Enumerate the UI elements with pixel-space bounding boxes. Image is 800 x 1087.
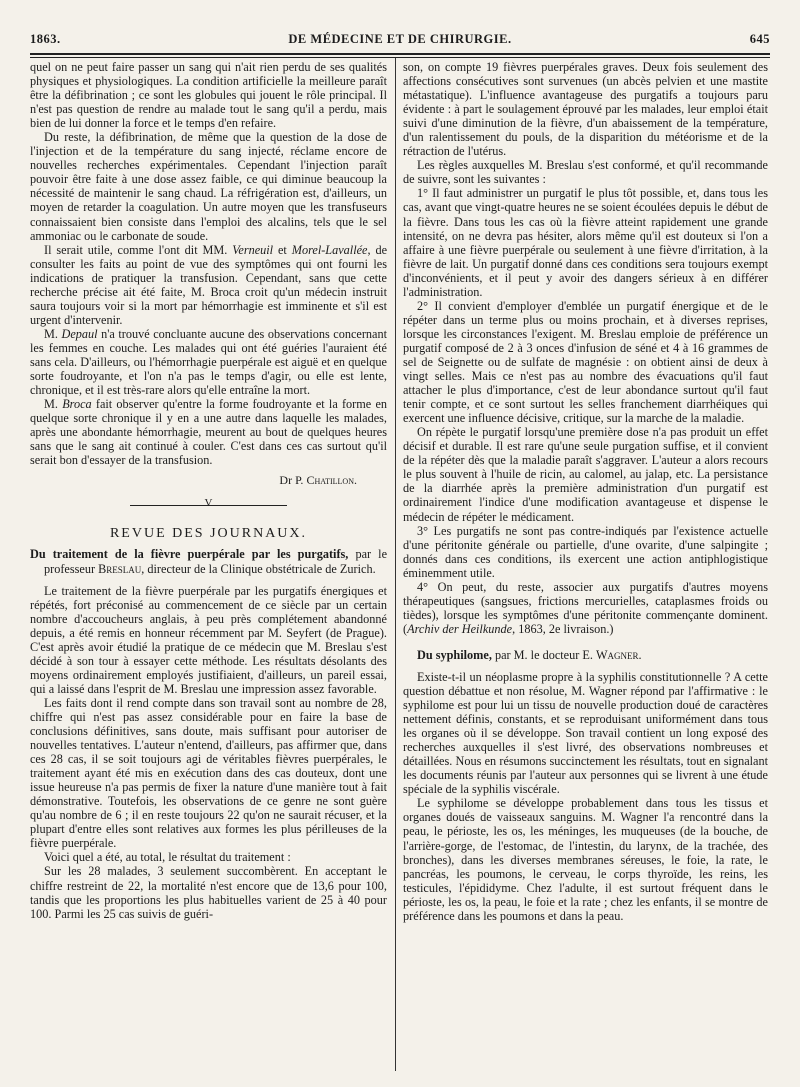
paragraph (30, 327, 387, 397)
header-page-number: 645 (749, 32, 770, 46)
section-separator (30, 495, 387, 521)
numbered-rule: 1° Il faut administrer un purgatif le plus tôt possible, et, dans tous les cas, avant que vingt-quatre heures ne se soient écoulées depuis le début de la fièvre. Dans tous les cas où la fièvre atteint rapidement une grande intensité, on ne devra pas hésiter, alors même qu'il est douteux si l'on a affaire à une fièvre puerpérale ou seulement à une fièvre d'irritation, à la fièvre de lait. Un purgatif donné dans ces conditions sera toujours exempt d'inconvénients, et il peut y avoir des dangers sérieux à en différer l'administration. (403, 186, 768, 299)
numbered-rule: 3° Les purgatifs ne sont pas contre-indiqués par l'existence actuelle d'une péritonite générale ou partielle, d'une ovarite, d'une salpingite ; donnés dans ces conditions, ils exercent une action antiphlogistique éminemment utile. (403, 523, 768, 580)
signature-name: Chatillon. (306, 473, 357, 488)
text-run: , directeur de la Clinique obstétricale de Zurich. (141, 561, 376, 576)
article-heading (30, 547, 387, 575)
header-year: 1863. (30, 32, 61, 46)
spacer (403, 636, 768, 648)
column-divider (395, 58, 396, 1071)
paragraph: On répète le purgatif lorsqu'une première dose n'a pas produit un effet décisif et durable. Il est rare qu'une seule purgation suffise, et il convient de la répéter dès que la maladie paraît s'aggraver. L'auteur a alors recours le plus souvent à l'huile de ricin, au calomel, au jalap, etc. La persistance de la diarrhée après la première administration d'un purgatif est ordinairement l'indice d'une modification avantageuse et dispense le médecin de répéter le médicament. (403, 425, 768, 524)
article-title: Du syphilome, (417, 647, 492, 662)
person-name: Morel-Lavallée (291, 242, 368, 257)
text-run: n'a trouvé concluante aucune des observations concernant les femmes en couche. Les malades qui ont été guéries l'auraient été sans cela. D'ailleurs, ou l'hémorrhagie puerpérale est aiguë et en quelque sorte foudroyante, et l'on n'a pas le temps d'agir, ou elle est lente, chronique, et il est très-rare alors qu'elle entraîne la mort. (30, 326, 388, 398)
text-run: Il serait utile, comme l'ont dit MM. (44, 242, 228, 257)
text-run: , 1863, 2e livraison.) (512, 621, 614, 636)
paragraph: Du reste, la défibrination, de même que la question de la dose de l'injection et de la température du sang injecté, réclame encore de nouvelles recherches expérimentales. Cependant l'injection paraît pouvoir être faite à une dose assez faible, ce qui diminue beaucoup la nécessité de maintenir le sang chaud. La réfrigération est, d'ailleurs, un moyen de retarder la coagulation. Un autre moyen que les transfuseurs connaissaient bien consiste dans l'emploi des alcalins, tels que le sel ammoniac ou le carbonate de soude. (30, 130, 387, 243)
spacer (30, 576, 387, 584)
text-run: par le professeur (44, 547, 388, 576)
signature-prefix: Dr P. (279, 473, 304, 488)
text-run: 4° On peut, du reste, associer aux purgatifs d'autres moyens thérapeutiques (sangsues, frictions mercurielles, cataplasmes froids ou tièdes), lorsque les symptômes d'une péritonite commençante dominent. ( (403, 579, 768, 636)
section-title: REVUE DES JOURNAUX. (109, 526, 308, 542)
article-title: Du traitement de la fièvre puerpérale par les purgatifs, (30, 547, 349, 562)
paragraph: Les règles auxquelles M. Breslau s'est conformé, et qu'il recommande de suivre, sont les suivantes : (403, 158, 768, 187)
left-column (30, 60, 387, 1069)
paragraph: Existe-t-il un néoplasme propre à la syphilis constitutionnelle ? A cette question débattue et non résolue, M. Wagner répond par l'affirmative : le syphilome est pour lui un tissu de nouvelle production doué de caractères nettement définis, constants, et se reproduisant uniformément dans tous les organes où il se développe. Son travail contient un long exposé des recherches auxquelles il s'est livré, des observations nombreuses et détaillées. Nous en résumons succinctement les résultats, tout en signalant les documents réunis par l'auteur aux personnes qui se livrent à une étude spéciale de la syphilis viscérale. (403, 669, 768, 797)
text-run: . (638, 647, 642, 662)
author-name: Wagner (595, 647, 639, 662)
spacer (403, 662, 768, 670)
paragraph: quel on ne peut faire passer un sang qui n'ait rien perdu de ses qualités physiques et physiologiques. La condition artificielle la meilleure paraît être la défibrination ; ce sont les globules qui jouent le rôle principal. Il n'est pas question de rendre au malade tout le sang qu'il a perdu, mais bien de lui donner la force et le temps d'en refaire. (30, 60, 387, 131)
text-run: , de consulter les faits au point de vue des symptômes qui ont fourni les indications de pratiquer la transfusion. Cependant, sans que cette recherche précise ait été faite, M. Broca croit qu'un médecin instruit saura toujours voir si la mort par hémorrhagie est imminente et s'il est urgent d'intervenir. (30, 242, 388, 327)
signature (30, 473, 357, 487)
numbered-rule: 2° Il convient d'employer d'emblée un purgatif énergique et de le répéter dans un terme plus ou moins prochain, et à diverses reprises, lorsque les circonstances l'exigent. M. Breslau emploie de préférence un purgatif composé de 2 à 3 onces d'infusion de séné et 4 à 16 grammes de sel de Seignette ou de sulfate de magnésie : on obtient ainsi de deux à vingt selles. Mais ce n'est pas au nombre des évacuations qu'il faut attacher le plus d'importance, c'est de leur abondance surtout qu'il faut tenir compte, et ce sont surtout les selles franchement diarrhéiques qui exercent une influence décisive, critique, sur la marche de la maladie. (403, 298, 768, 426)
header-journal-title: DE MÉDECINE ET DE CHIRURGIE. (288, 32, 512, 46)
paragraph: Sur les 28 malades, 3 seulement succombèrent. En acceptant le chiffre restreint de 22, la mortalité n'est encore que de 13,6 pour 100, tandis que les proportions les plus habituelles varient de 25 à 40 pour 100. Parmi les 25 cas suivis de guéri- (30, 864, 387, 921)
article-heading (403, 648, 768, 662)
paragraph: Le traitement de la fièvre puerpérale par les purgatifs énergiques et répétés, fort préconisé au commencement de ce siècle par un certain nombre d'accoucheurs anglais, à peu près complétement abandonné depuis, a été remis en honneur récemment par M. Seyfert (de Prague). C'est après avoir étudié la pratique de ce médecin que M. Breslau s'est décidé à son tour à essayer cette méthode. Les résultats désolants des moyens ordinairement employés justifiaient, d'ailleurs, un pareil essai, qui a laissé dans l'esprit de M. Breslau une impression assez favorable. (30, 583, 387, 696)
person-name: Depaul (61, 326, 98, 341)
paragraph (30, 397, 387, 467)
text-run: M. (44, 326, 58, 341)
paragraph: Le syphilome se développe probablement dans tous les tissus et organes doués de vaisseaux sanguins. M. Wagner l'a rencontré dans la peau, le périoste, les os, les méninges, les muqueuses (de la bouche, de l'arrière-gorge, de l'estomac, de l'intestin, du larynx, de la trachée, des bronches), dans les diverses membranes séreuses, le foie, la rate, le pancréas, les poumons, le cerveau, le corps thyroïde, les reins, les testicules, l'épididyme. Chez l'adulte, il est surtout fréquent dans le périoste, les os, la peau, le foie et la rate ; chez les enfants, il se montre de préférence dans les poumons et dans la peau. (403, 796, 768, 923)
ornament-glyph: V (204, 497, 213, 510)
text-run: M. (44, 397, 58, 412)
numbered-rule (403, 580, 768, 636)
header-rule (30, 53, 770, 58)
right-column (403, 60, 768, 1069)
paragraph: Les faits dont il rend compte dans son travail sont au nombre de 28, chiffre qui n'est pas assez considérable pour en faire la base de conclusions définitives, sans doute, mais suffisant pour autoriser de nouvelles tentatives. L'auteur n'entend, d'ailleurs, pas affirmer que, dans ces 28 cas, il se soit toujours agi de véritables fièvres puerpérales, le traitement ayant été mis en exécution dans des cas douteux, dont une issue heureuse n'a pas permis de fixer la nature d'une manière tout à fait démonstrative. Toutefois, les observations de ce genre ne sont guère qu'au nombre de 6 ; il en reste toujours 22 qu'on ne saurait récuser, et la plupart d'entre elles sont relatives aux formes les plus périlleuses de la fièvre puerpérale. (30, 695, 387, 851)
text-run: par M. le docteur E. (494, 647, 593, 662)
source-title: Archiv der Heilkunde (407, 621, 513, 636)
page-header (30, 30, 770, 52)
paragraph: son, on compte 19 fièvres puerpérales graves. Deux fois seulement des affections consécutives sont survenues (un abcès pelvien et une mastite métastatique). L'influence avantageuse des purgatifs a toujours paru évidente : à part le soulagement éprouvé par les malades, leur emploi était suivi d'une diminution de la fièvre, d'un abaissement de la température, d'un ralentissement du pouls, de la disparition du météorisme et de la rétraction de l'utérus. (403, 60, 768, 159)
person-name: Verneuil (232, 242, 274, 257)
text-run: fait observer qu'entre la forme foudroyante et la forme en quelque sorte chronique il y en a une autre dans laquelle les malades, après une abondante hémorrhagie, meurent au bout de quelques heures sans que le sang ait continué à couler. C'est dans ces cas surtout qu'il serait bon d'essayer de la transfusion. (30, 397, 388, 468)
text-run: et (278, 242, 287, 257)
paragraph (30, 243, 387, 327)
paragraph: Voici quel a été, au total, le résultat du traitement : (44, 850, 291, 865)
author-name: Breslau (98, 561, 142, 576)
person-name: Broca (62, 397, 92, 412)
